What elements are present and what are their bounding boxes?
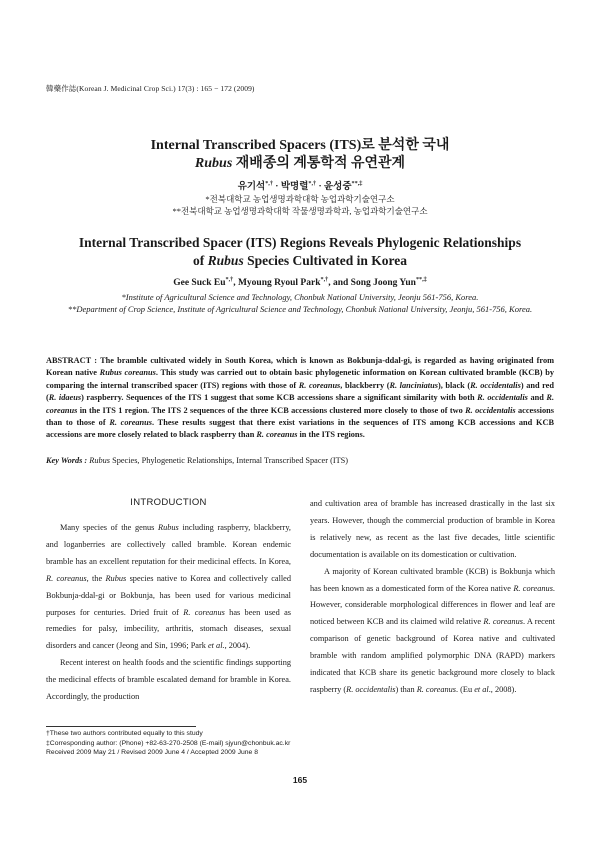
introduction-right-column bbox=[310, 496, 555, 699]
species-name: R. lanciniatus bbox=[389, 380, 438, 390]
footnote-divider bbox=[46, 726, 196, 727]
species-name: R. coreanus bbox=[298, 380, 341, 390]
citation-etal: et al bbox=[474, 684, 489, 694]
species-name: Rubus bbox=[89, 456, 111, 465]
species-name: R. coreanus bbox=[109, 418, 153, 428]
abstract-text: , blackberry ( bbox=[340, 380, 390, 390]
species-name: R. coreanus bbox=[416, 684, 457, 694]
korean-authors bbox=[0, 178, 600, 192]
english-affiliation-1: *Institute of Agricultural Science and Technology, Chonbuk National University, Jeonju 561-756, Korea. bbox=[121, 292, 479, 302]
body-text: species native to Korea and collectively called Bokbunja-ddal-gi or Bokbunja, has been used for various medicinal purposes for centuries. Dried fruit of bbox=[46, 573, 292, 617]
korean-author-3-mark: **,‡ bbox=[351, 180, 363, 187]
footnote-received-dates: Received 2009 May 21 / Revised 2009 June 4 / Accepted 2009 June 8 bbox=[46, 749, 258, 757]
intro-paragraph-2-continued: and cultivation area of bramble has increased drastically in the last six years. However, though the commercial production of bramble in Korea is relatively new, as recent as the last five decades, little scientific documentation is available on its domestication or cultivation. bbox=[310, 499, 555, 559]
english-authors bbox=[0, 277, 600, 288]
body-text: Many species of the genus bbox=[60, 523, 159, 532]
author-separator: · bbox=[272, 182, 281, 192]
abstract-label: ABSTRACT : bbox=[46, 356, 101, 365]
english-title-line1: Internal Transcribed Spacer (ITS) Regions Reveals Phylogenic Relationships bbox=[78, 235, 522, 250]
intro-paragraph-1 bbox=[46, 520, 291, 655]
species-name: Rubus coreanus bbox=[99, 368, 156, 378]
korean-author-1-mark: *,† bbox=[265, 180, 273, 187]
species-name: R. occidentalis bbox=[346, 684, 396, 694]
citation-etal: et al. bbox=[207, 641, 225, 651]
body-text: , 2004). bbox=[224, 641, 251, 651]
korean-author-1: 유기석 bbox=[237, 182, 266, 192]
english-author-3: Song Joong Yun bbox=[350, 278, 416, 289]
korean-author-2: 박명렬 bbox=[280, 182, 309, 192]
species-name: R. coreanus bbox=[256, 430, 298, 440]
species-name: R. occidentalis bbox=[465, 405, 516, 415]
keywords bbox=[46, 456, 554, 465]
abstract-text: The bramble cultivated widely in South Korea, which is known as Bokbunja-ddal-gi, is regarded as having originated from Korean native bbox=[46, 356, 555, 378]
abstract-text: . This study was carried out to obtain basic phylogenetic information on Korean cultivated bramble (KCB) by comparing the internal transcribed spacer (ITS) regions with those of bbox=[46, 368, 555, 390]
footnote-equal-contribution: †These two authors contributed equally to this study bbox=[46, 730, 203, 737]
english-author-2-mark: *,† bbox=[320, 277, 329, 283]
introduction-left-column bbox=[46, 520, 291, 706]
english-author-1: Gee Suck Eu bbox=[173, 278, 226, 289]
author-separator: · bbox=[316, 182, 324, 192]
abstract bbox=[46, 355, 554, 442]
english-affiliation-2: **Department of Crop Science, Institute of Agricultural Science and Technology, Chonbuk National University, Jeonju, 561-756, Korea. bbox=[67, 303, 533, 314]
english-author-3-mark: **,‡ bbox=[415, 277, 427, 283]
species-name: R. coreanus bbox=[483, 617, 523, 627]
korean-title-line2 bbox=[0, 152, 600, 172]
species-name: R. occidentalis bbox=[470, 380, 521, 390]
body-text: , the bbox=[86, 573, 106, 583]
english-affiliations bbox=[60, 292, 540, 315]
body-text: including raspberry, blackberry, and loganberries are collectively called bramble. Korean endemic bramble has an excellent reputation for their medicinal effects. In Korea, bbox=[46, 523, 292, 566]
page-number: 165 bbox=[292, 775, 308, 785]
abstract-text: and bbox=[527, 393, 547, 403]
footnote-corresponding-author: ‡Corresponding author: (Phone) +82-63-270-2508 (E-mail) sjyun@chonbuk.ac.kr bbox=[46, 739, 291, 747]
korean-affiliation-1: *전북대학교 농업생명과학대학 농업과학기술연구소 bbox=[205, 194, 395, 204]
abstract-text: ) raspberry. Sequences of the ITS 1 suggest that some KCB accessions share a significant similarity with both bbox=[81, 393, 478, 403]
korean-affiliation-2: **전북대학교 농업생명과학대학 작물생명과학과, 농업과학기술연구소 bbox=[172, 206, 428, 216]
body-text: ) than bbox=[395, 684, 417, 694]
korean-title-rest: 재배종의 계통학적 유연관계 bbox=[232, 156, 406, 171]
body-text: has been used as remedies for palsy, imbecility, arthritis, stomach diseases, sexual disorders and cancer (Jeong and Sin, 1996; Park bbox=[46, 607, 291, 651]
journal-header: 韓藥作誌(Korean J. Medicinal Crop Sci.) 17(3) : 165 − 172 (2009) bbox=[46, 84, 255, 93]
english-title-genus: Rubus bbox=[207, 253, 244, 268]
korean-title-genus: Rubus bbox=[194, 156, 233, 171]
korean-title-line1: Internal Transcribed Spacers (ITS)로 분석한 국내 bbox=[150, 138, 450, 153]
english-author-1-mark: *,† bbox=[225, 277, 234, 283]
body-text: . (Eu bbox=[456, 684, 475, 694]
species-name: Rubus bbox=[105, 573, 127, 583]
body-text: A majority of Korean cultivated bramble (KCB) is Bokbunja which has been known as a domesticated form of the Korea native bbox=[310, 566, 555, 593]
abstract-text: accessions than to those of bbox=[46, 405, 554, 428]
keywords-text: Species, Phylogenetic Relationships, Internal Transcribed Spacer (ITS) bbox=[110, 456, 349, 465]
english-author-2: Myoung Ryoul Park bbox=[237, 278, 321, 289]
body-text: . However, considerable morphological differences in flower and leaf are noticed between KCB and its claimed wild relative bbox=[310, 583, 555, 627]
intro-paragraph-3 bbox=[310, 564, 555, 699]
abstract-text: ) and red ( bbox=[46, 380, 554, 403]
species-name: R. coreanus bbox=[46, 393, 555, 415]
body-text: ., 2008). bbox=[488, 684, 517, 694]
species-name: R. coreanus bbox=[183, 607, 225, 617]
korean-author-2-mark: *,† bbox=[308, 180, 317, 187]
body-text: . A recent comparison of genetic background of Korea native and cultivated bramble with random amplified polymorphic DNA (RAPD) markers indicated that KCB share its genetic background more closely to black raspberry ( bbox=[310, 617, 556, 694]
abstract-text: in the ITS regions. bbox=[297, 430, 365, 440]
intro-paragraph-2: Recent interest on health foods and the scientific findings supporting the medicinal effects of bramble escalated demand for bramble in Korea. Accordingly, the production bbox=[46, 658, 291, 702]
english-title-pre: of bbox=[193, 253, 208, 268]
species-name: R. coreanus bbox=[513, 583, 553, 593]
keywords-label: Key Words : bbox=[46, 456, 90, 465]
author-separator: , bbox=[233, 278, 238, 289]
author-separator: , and bbox=[328, 278, 351, 289]
species-name: Rubus bbox=[158, 523, 179, 532]
abstract-text: in the ITS 1 region. The ITS 2 sequences of the three KCB accessions clustered more closely to those of two bbox=[77, 405, 466, 415]
introduction-heading: INTRODUCTION bbox=[130, 497, 207, 508]
species-name: R. idaeus bbox=[48, 393, 82, 403]
korean-author-3: 윤성중 bbox=[324, 182, 352, 192]
english-title-post: Species Cultivated in Korea bbox=[243, 253, 407, 268]
abstract-text: . These results suggest that there exist variations in the sequences of ITS among KCB accessions and KCB accessions are more closely related to black raspberry than bbox=[46, 418, 554, 440]
footnotes bbox=[46, 729, 290, 758]
species-name: R. coreanus bbox=[46, 573, 87, 583]
species-name: R. occidentalis bbox=[477, 393, 528, 403]
english-title-line2 bbox=[0, 253, 600, 269]
abstract-text: ), black ( bbox=[437, 380, 471, 390]
